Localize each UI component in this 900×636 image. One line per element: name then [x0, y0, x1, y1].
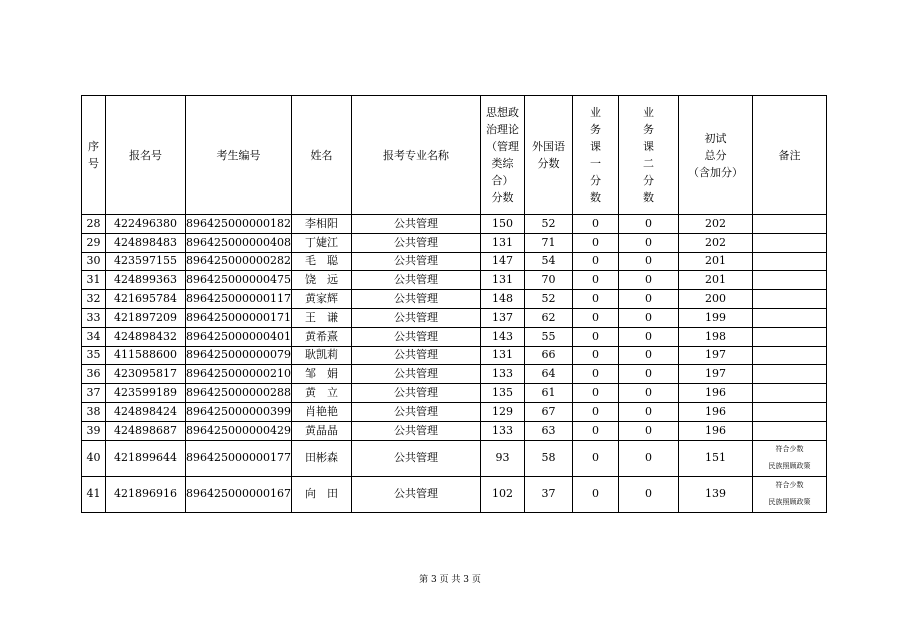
cell-seq: 35: [82, 346, 106, 365]
cell-major: 公共管理: [352, 252, 481, 271]
cell-exam-no: 896425000000177: [186, 440, 292, 476]
cell-major: 公共管理: [352, 402, 481, 421]
header-exam-no: 考生编号: [186, 96, 292, 215]
cell-reg-no: 424898687: [106, 421, 186, 440]
cell-total: 202: [679, 215, 753, 234]
cell-remark: [753, 365, 827, 384]
cell-politics: 133: [481, 421, 525, 440]
cell-reg-no: 423597155: [106, 252, 186, 271]
cell-exam-no: 896425000000117: [186, 290, 292, 309]
cell-total: 198: [679, 327, 753, 346]
cell-course1: 0: [573, 421, 619, 440]
cell-remark: [753, 402, 827, 421]
remark-line: 民族照顾政策: [768, 498, 811, 507]
cell-name: 黄晶晶: [292, 421, 352, 440]
cell-major: 公共管理: [352, 290, 481, 309]
cell-total: 201: [679, 271, 753, 290]
cell-total: 151: [679, 440, 753, 476]
score-table: [81, 95, 827, 513]
table-row: [82, 290, 827, 309]
cell-name: 黄希熹: [292, 327, 352, 346]
cell-name: 李相阳: [292, 215, 352, 234]
cell-foreign: 52: [525, 215, 573, 234]
cell-course1: 0: [573, 233, 619, 252]
cell-foreign: 52: [525, 290, 573, 309]
cell-reg-no: 424898424: [106, 402, 186, 421]
table-row: [82, 476, 827, 512]
cell-remark: [753, 327, 827, 346]
cell-seq: 39: [82, 421, 106, 440]
cell-exam-no: 896425000000167: [186, 476, 292, 512]
header-remark: 备注: [753, 96, 827, 215]
cell-remark: [753, 346, 827, 365]
cell-politics: 143: [481, 327, 525, 346]
cell-course2: 0: [619, 308, 679, 327]
table-row: [82, 252, 827, 271]
cell-name: 毛 聪: [292, 252, 352, 271]
header-reg-no: 报名号: [106, 96, 186, 215]
header-politics: 思想政 治理论 （管理 类综 合） 分数: [481, 96, 525, 215]
table-row: [82, 308, 827, 327]
cell-politics: 137: [481, 308, 525, 327]
cell-foreign: 71: [525, 233, 573, 252]
cell-reg-no: 424898483: [106, 233, 186, 252]
cell-major: 公共管理: [352, 308, 481, 327]
cell-major: 公共管理: [352, 440, 481, 476]
cell-seq: 30: [82, 252, 106, 271]
table-row: [82, 421, 827, 440]
cell-remark: [753, 384, 827, 403]
cell-remark: [753, 421, 827, 440]
cell-politics: 135: [481, 384, 525, 403]
cell-remark: [753, 476, 827, 512]
table-row: [82, 215, 827, 234]
cell-politics: 133: [481, 365, 525, 384]
cell-course1: 0: [573, 290, 619, 309]
cell-total: 196: [679, 421, 753, 440]
table-row: [82, 233, 827, 252]
cell-remark: [753, 440, 827, 476]
cell-foreign: 63: [525, 421, 573, 440]
cell-exam-no: 896425000000171: [186, 308, 292, 327]
cell-seq: 33: [82, 308, 106, 327]
cell-foreign: 58: [525, 440, 573, 476]
cell-exam-no: 896425000000475: [186, 271, 292, 290]
cell-total: 196: [679, 402, 753, 421]
cell-seq: 41: [82, 476, 106, 512]
cell-name: 饶 远: [292, 271, 352, 290]
cell-course1: 0: [573, 252, 619, 271]
header-total: 初试 总分 （含加分）: [679, 96, 753, 215]
header-foreign: 外国语 分数: [525, 96, 573, 215]
table-row: [82, 384, 827, 403]
cell-foreign: 37: [525, 476, 573, 512]
header-name: 姓名: [292, 96, 352, 215]
cell-seq: 28: [82, 215, 106, 234]
cell-total: 200: [679, 290, 753, 309]
cell-exam-no: 896425000000079: [186, 346, 292, 365]
cell-course2: 0: [619, 421, 679, 440]
cell-total: 201: [679, 252, 753, 271]
cell-name: 王 谦: [292, 308, 352, 327]
table-row: [82, 402, 827, 421]
cell-course2: 0: [619, 271, 679, 290]
cell-total: 197: [679, 365, 753, 384]
table-row: [82, 365, 827, 384]
cell-reg-no: 422496380: [106, 215, 186, 234]
cell-politics: 129: [481, 402, 525, 421]
cell-course1: 0: [573, 440, 619, 476]
table-row: [82, 346, 827, 365]
cell-remark: [753, 233, 827, 252]
cell-reg-no: 421899644: [106, 440, 186, 476]
cell-seq: 31: [82, 271, 106, 290]
page-footer: 第 3 页 共 3 页: [419, 575, 481, 585]
cell-politics: 148: [481, 290, 525, 309]
cell-exam-no: 896425000000408: [186, 233, 292, 252]
cell-course2: 0: [619, 215, 679, 234]
cell-foreign: 55: [525, 327, 573, 346]
cell-name: 邹 娟: [292, 365, 352, 384]
cell-seq: 29: [82, 233, 106, 252]
cell-major: 公共管理: [352, 215, 481, 234]
cell-foreign: 61: [525, 384, 573, 403]
cell-major: 公共管理: [352, 421, 481, 440]
cell-politics: 150: [481, 215, 525, 234]
cell-remark: [753, 252, 827, 271]
cell-exam-no: 896425000000429: [186, 421, 292, 440]
cell-course1: 0: [573, 346, 619, 365]
cell-course1: 0: [573, 271, 619, 290]
cell-major: 公共管理: [352, 327, 481, 346]
cell-seq: 34: [82, 327, 106, 346]
cell-exam-no: 896425000000282: [186, 252, 292, 271]
cell-course1: 0: [573, 215, 619, 234]
cell-course2: 0: [619, 384, 679, 403]
cell-name: 丁婕江: [292, 233, 352, 252]
cell-course2: 0: [619, 476, 679, 512]
cell-course2: 0: [619, 290, 679, 309]
cell-politics: 131: [481, 233, 525, 252]
cell-reg-no: 421896916: [106, 476, 186, 512]
header-course1: 业 务 课 一 分 数: [573, 96, 619, 215]
table-row: [82, 440, 827, 476]
cell-foreign: 67: [525, 402, 573, 421]
cell-reg-no: 424899363: [106, 271, 186, 290]
cell-name: 耿凯莉: [292, 346, 352, 365]
cell-seq: 37: [82, 384, 106, 403]
cell-remark: [753, 290, 827, 309]
cell-politics: 131: [481, 346, 525, 365]
cell-reg-no: 423599189: [106, 384, 186, 403]
cell-foreign: 64: [525, 365, 573, 384]
cell-course1: 0: [573, 476, 619, 512]
cell-total: 202: [679, 233, 753, 252]
cell-course2: 0: [619, 440, 679, 476]
cell-foreign: 70: [525, 271, 573, 290]
cell-politics: 147: [481, 252, 525, 271]
cell-course2: 0: [619, 402, 679, 421]
cell-exam-no: 896425000000210: [186, 365, 292, 384]
table-row: [82, 271, 827, 290]
cell-major: 公共管理: [352, 365, 481, 384]
cell-major: 公共管理: [352, 271, 481, 290]
header-major: 报考专业名称: [352, 96, 481, 215]
cell-remark: [753, 271, 827, 290]
cell-exam-no: 896425000000288: [186, 384, 292, 403]
cell-seq: 32: [82, 290, 106, 309]
cell-course2: 0: [619, 365, 679, 384]
header-row: [82, 96, 827, 215]
cell-foreign: 54: [525, 252, 573, 271]
cell-seq: 38: [82, 402, 106, 421]
cell-politics: 131: [481, 271, 525, 290]
cell-name: 黄家辉: [292, 290, 352, 309]
cell-course1: 0: [573, 327, 619, 346]
header-seq: 序 号: [82, 96, 106, 215]
cell-name: 肖艳艳: [292, 402, 352, 421]
cell-course1: 0: [573, 365, 619, 384]
cell-foreign: 62: [525, 308, 573, 327]
cell-reg-no: 424898432: [106, 327, 186, 346]
remark-line: 符合少数: [775, 445, 804, 454]
cell-major: 公共管理: [352, 476, 481, 512]
cell-seq: 36: [82, 365, 106, 384]
cell-course1: 0: [573, 384, 619, 403]
cell-name: 田彬森: [292, 440, 352, 476]
cell-seq: 40: [82, 440, 106, 476]
cell-course1: 0: [573, 402, 619, 421]
cell-course2: 0: [619, 252, 679, 271]
remark-line: 民族照顾政策: [768, 462, 811, 471]
remark-line: 符合少数: [775, 481, 804, 490]
cell-reg-no: 423095817: [106, 365, 186, 384]
cell-remark: [753, 215, 827, 234]
cell-course2: 0: [619, 346, 679, 365]
cell-name: 向 田: [292, 476, 352, 512]
cell-exam-no: 896425000000401: [186, 327, 292, 346]
cell-course1: 0: [573, 308, 619, 327]
cell-reg-no: 411588600: [106, 346, 186, 365]
cell-major: 公共管理: [352, 346, 481, 365]
cell-exam-no: 896425000000399: [186, 402, 292, 421]
header-course2: 业 务 课 二 分 数: [619, 96, 679, 215]
cell-major: 公共管理: [352, 384, 481, 403]
cell-major: 公共管理: [352, 233, 481, 252]
table-row: [82, 327, 827, 346]
cell-reg-no: 421897209: [106, 308, 186, 327]
cell-politics: 93: [481, 440, 525, 476]
cell-remark: [753, 308, 827, 327]
cell-total: 197: [679, 346, 753, 365]
cell-total: 139: [679, 476, 753, 512]
cell-course2: 0: [619, 327, 679, 346]
cell-politics: 102: [481, 476, 525, 512]
cell-total: 199: [679, 308, 753, 327]
cell-exam-no: 896425000000182: [186, 215, 292, 234]
cell-foreign: 66: [525, 346, 573, 365]
cell-total: 196: [679, 384, 753, 403]
cell-course2: 0: [619, 233, 679, 252]
cell-reg-no: 421695784: [106, 290, 186, 309]
cell-name: 黄 立: [292, 384, 352, 403]
